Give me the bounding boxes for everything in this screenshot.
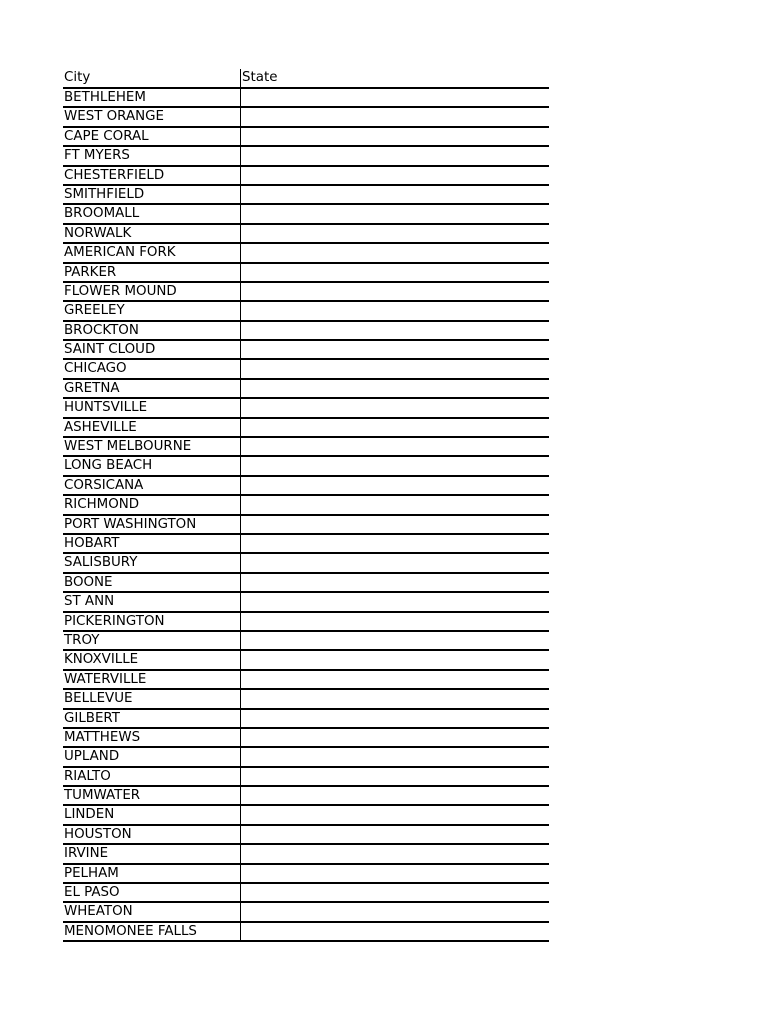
table-row	[63, 322, 549, 341]
city-cell[interactable]: CORSICANA	[64, 477, 144, 493]
table-row	[63, 283, 549, 302]
city-cell[interactable]: SMITHFIELD	[64, 186, 145, 202]
table-row	[63, 341, 549, 360]
table-row	[63, 593, 549, 612]
state-cell[interactable]	[240, 457, 549, 474]
city-cell[interactable]: SAINT CLOUD	[64, 342, 156, 358]
city-cell[interactable]: ASHEVILLE	[64, 419, 137, 435]
city-cell[interactable]: CAPE CORAL	[64, 128, 149, 144]
city-cell[interactable]: WATERVILLE	[64, 671, 147, 687]
state-cell[interactable]	[240, 302, 549, 319]
table-row	[63, 380, 549, 399]
table-row	[63, 903, 549, 922]
city-cell[interactable]: WHEATON	[64, 904, 133, 920]
city-cell[interactable]: GRETNA	[64, 380, 120, 396]
city-cell[interactable]: RIALTO	[64, 768, 111, 784]
table-row	[63, 845, 549, 864]
state-cell[interactable]	[240, 710, 549, 727]
state-cell[interactable]	[240, 205, 549, 222]
state-cell[interactable]	[240, 380, 549, 397]
city-cell[interactable]: TUMWATER	[64, 788, 141, 804]
city-cell[interactable]: MENOMONEE FALLS	[64, 923, 197, 939]
state-cell[interactable]	[240, 651, 549, 668]
table-row	[63, 167, 549, 186]
city-cell[interactable]: HOUSTON	[64, 826, 132, 842]
table-row	[63, 613, 549, 632]
table-row	[63, 419, 549, 438]
table-row	[63, 729, 549, 748]
table-row	[63, 865, 549, 884]
table-row	[63, 748, 549, 767]
table-row	[63, 128, 549, 147]
state-cell[interactable]	[240, 360, 549, 377]
state-cell[interactable]	[240, 884, 549, 901]
city-cell[interactable]: BROOMALL	[64, 206, 140, 222]
table-row	[63, 710, 549, 729]
table-body	[63, 89, 549, 942]
city-cell[interactable]: TROY	[64, 632, 100, 648]
state-cell[interactable]	[240, 128, 549, 145]
table-row	[63, 806, 549, 825]
city-cell[interactable]: BETHLEHEM	[64, 90, 146, 105]
state-cell[interactable]	[240, 147, 549, 164]
state-cell[interactable]	[240, 244, 549, 261]
state-cell[interactable]	[240, 496, 549, 513]
city-cell[interactable]: WEST MELBOURNE	[64, 439, 192, 455]
city-column-header: City	[64, 70, 91, 85]
table-row	[63, 457, 549, 476]
state-cell[interactable]	[240, 186, 549, 203]
city-cell[interactable]: NORWALK	[64, 225, 132, 241]
city-cell[interactable]: CHICAGO	[64, 361, 127, 377]
state-column-header: State	[240, 69, 549, 87]
city-cell[interactable]: GREELEY	[64, 303, 125, 319]
state-cell[interactable]	[240, 690, 549, 707]
table-row	[63, 360, 549, 379]
state-cell[interactable]	[240, 438, 549, 455]
city-cell[interactable]: GILBERT	[64, 710, 120, 726]
state-cell[interactable]	[240, 283, 549, 300]
city-cell[interactable]: AMERICAN FORK	[64, 245, 176, 261]
state-cell[interactable]	[240, 865, 549, 882]
state-cell[interactable]	[240, 322, 549, 339]
table-row	[63, 535, 549, 554]
state-cell[interactable]	[240, 108, 549, 125]
table-row	[63, 264, 549, 283]
state-cell[interactable]	[240, 729, 549, 746]
state-cell[interactable]	[240, 923, 549, 940]
table-row	[63, 768, 549, 787]
table-row	[63, 244, 549, 263]
city-cell[interactable]: KNOXVILLE	[64, 652, 139, 668]
table-row	[63, 108, 549, 127]
table-row	[63, 225, 549, 244]
city-cell[interactable]: FLOWER MOUND	[64, 283, 177, 299]
state-cell[interactable]	[240, 264, 549, 281]
table-row	[63, 477, 549, 496]
city-cell[interactable]: PICKERINGTON	[64, 613, 165, 629]
state-cell[interactable]	[240, 787, 549, 804]
state-cell[interactable]	[240, 477, 549, 494]
city-cell[interactable]: CHESTERFIELD	[64, 167, 165, 183]
table-row	[63, 186, 549, 205]
table-row	[63, 574, 549, 593]
city-cell[interactable]: PORT WASHINGTON	[64, 516, 197, 532]
city-cell[interactable]: LINDEN	[64, 807, 115, 823]
city-cell[interactable]: HOBART	[64, 535, 120, 551]
state-cell[interactable]	[240, 535, 549, 552]
table-row	[63, 399, 549, 418]
city-cell[interactable]: EL PASO	[64, 885, 120, 901]
city-cell[interactable]: UPLAND	[64, 749, 120, 765]
state-cell[interactable]	[240, 826, 549, 843]
city-cell[interactable]: HUNTSVILLE	[64, 400, 148, 416]
table-row	[63, 302, 549, 321]
city-cell[interactable]: PELHAM	[64, 865, 119, 881]
state-cell[interactable]	[240, 806, 549, 823]
table-row	[63, 89, 549, 108]
state-cell[interactable]	[240, 89, 549, 106]
table-header-row	[63, 69, 549, 89]
table-row	[63, 438, 549, 457]
state-cell[interactable]	[240, 632, 549, 649]
state-cell[interactable]	[240, 341, 549, 358]
state-cell[interactable]	[240, 225, 549, 242]
state-cell[interactable]	[240, 399, 549, 416]
city-cell[interactable]: IRVINE	[64, 846, 109, 862]
city-cell[interactable]: BOONE	[64, 574, 113, 590]
state-cell[interactable]	[240, 593, 549, 610]
table-row	[63, 884, 549, 903]
table-row	[63, 554, 549, 573]
table-row	[63, 516, 549, 535]
table-row	[63, 690, 549, 709]
table-row	[63, 147, 549, 166]
city-cell[interactable]: SALISBURY	[64, 555, 138, 571]
state-cell[interactable]	[240, 419, 549, 436]
table-row	[63, 205, 549, 224]
city-cell[interactable]: ST ANN	[64, 594, 115, 610]
table-row	[63, 826, 549, 845]
city-cell[interactable]: LONG BEACH	[64, 458, 153, 474]
state-cell[interactable]	[240, 613, 549, 630]
city-cell[interactable]: RICHMOND	[64, 497, 140, 513]
state-cell[interactable]	[240, 748, 549, 765]
state-cell[interactable]	[240, 845, 549, 862]
state-cell[interactable]	[240, 167, 549, 184]
table-row	[63, 671, 549, 690]
city-cell[interactable]: PARKER	[64, 264, 117, 280]
state-cell[interactable]	[240, 574, 549, 591]
city-cell[interactable]: WEST ORANGE	[64, 109, 164, 125]
state-cell[interactable]	[240, 671, 549, 688]
table-row	[63, 787, 549, 806]
table-row	[63, 496, 549, 515]
state-cell[interactable]	[240, 516, 549, 533]
table-row	[63, 923, 549, 942]
state-cell[interactable]	[240, 554, 549, 571]
city-cell[interactable]: BELLEVUE	[64, 691, 133, 707]
state-cell[interactable]	[240, 768, 549, 785]
city-cell[interactable]: BROCKTON	[64, 322, 139, 338]
table-row	[63, 651, 549, 670]
city-cell[interactable]: MATTHEWS	[64, 729, 141, 745]
city-cell[interactable]: FT MYERS	[64, 148, 130, 164]
city-state-table	[63, 69, 549, 942]
table-row	[63, 632, 549, 651]
state-cell[interactable]	[240, 903, 549, 920]
